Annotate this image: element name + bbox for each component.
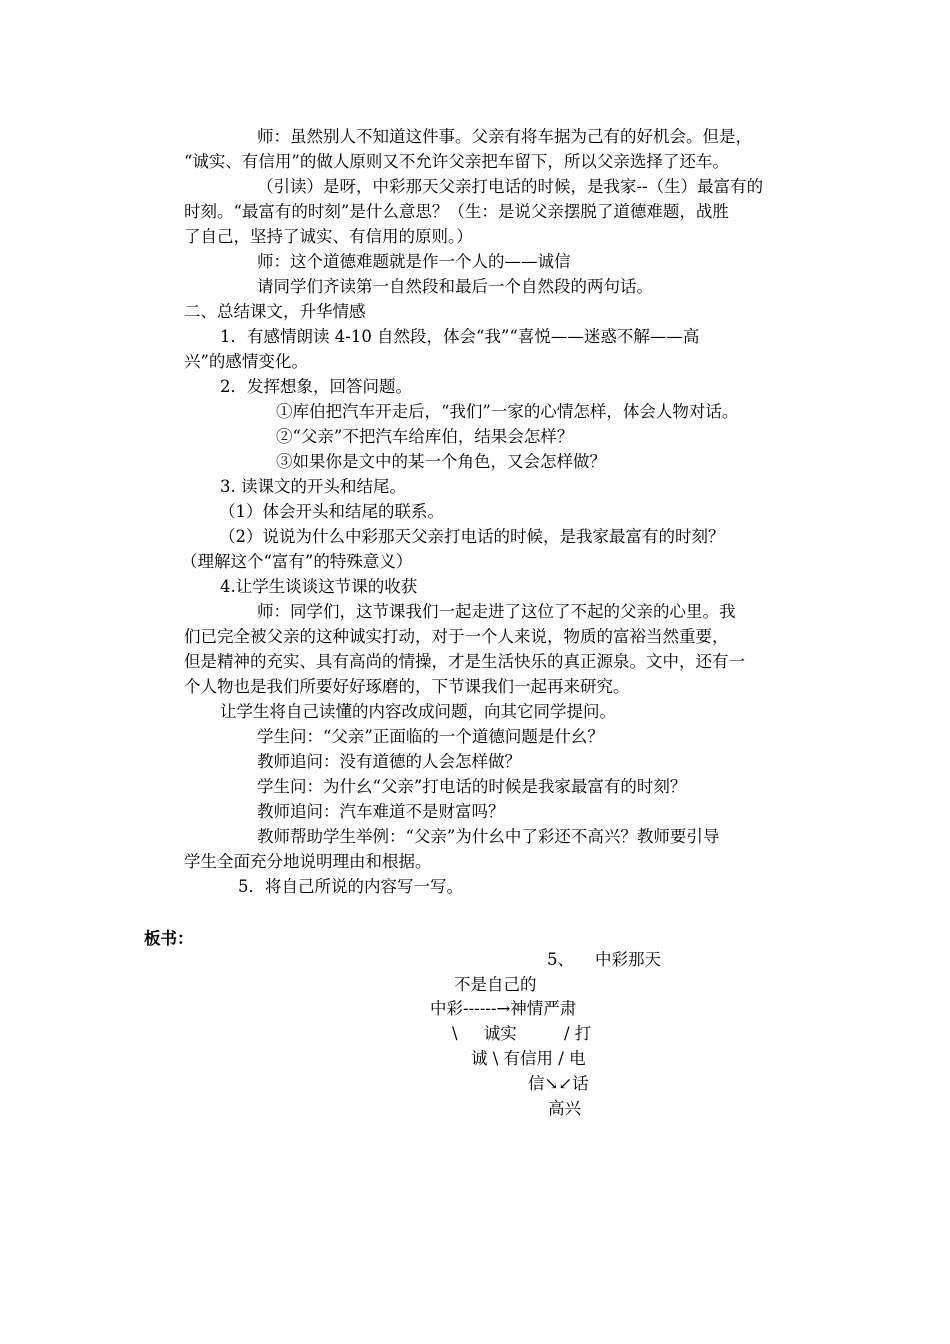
text-line: （2）说说为什么中彩那天父亲打电话的时候，是我家最富有的时刻？ [219,527,725,546]
text-line: （1）体会开头和结尾的联系。 [219,502,444,521]
text-line: 但是精神的充实、具有高尚的情操，才是生活快乐的真正源泉。文中，还有一 [184,652,745,671]
text-line: 学生问：为什幺“父亲”打电话的时候是我家最富有的时刻？ [257,777,687,796]
board-title: 5、 中彩那天 [547,950,661,969]
text-line: 2．发挥想象，回答问题。 [220,377,412,396]
section-heading: 二、总结课文，升华情感 [184,302,366,321]
text-line: 教师追问：汽车难道不是财富吗？ [257,802,505,821]
text-line: （引读）是呀，中彩那天父亲打电话的时候，是我家--（生）最富有的 [257,177,764,196]
board-line: 高兴 [548,1099,581,1118]
text-line: 让学生将自己读懂的内容改成问题，向其它同学提问。 [220,702,616,721]
text-line: ③如果你是文中的某一个角色，又会怎样做？ [276,452,606,471]
board-heading: 板书： [144,929,194,948]
board-line: 中彩------→神情严肃 [430,999,577,1018]
text-line: 兴”的感情变化。 [184,352,308,371]
board-line: 不是自己的 [454,975,537,994]
board-line: \ 诚实 / 打 [452,1024,592,1043]
text-line: 师：虽然别人不知道这件事。父亲有将车据为己有的好机会。但是， [257,127,752,146]
text-line: 了自己，坚持了诚实、有信用的原则。） [184,227,473,246]
text-line: “诚实、有信用”的做人原则又不允许父亲把车留下，所以父亲选择了还车。 [184,152,729,171]
board-line: 信↘↙话 [528,1074,589,1093]
text-line: （理解这个“富有”的特殊意义） [181,552,413,571]
text-line: 学生问：“父亲”正面临的一个道德问题是什幺？ [257,727,604,746]
text-line: 请同学们齐读第一自然段和最后一个自然段的两句话。 [257,277,653,296]
text-line: 5．将自己所说的内容写一写。 [238,877,463,896]
text-line: 师：这个道德难题就是作一个人的——诚信 [257,252,571,271]
text-line: 师：同学们，这节课我们一起走进了这位了不起的父亲的心里。我 [257,602,736,621]
text-line: 时刻。“最富有的时刻”是什么意思？（生：是说父亲摆脱了道德难题，战胜 [184,202,729,221]
board-line: 诚 \ 有信用 / 电 [471,1049,586,1068]
text-line: 3. 读课文的开头和结尾。 [220,477,406,496]
text-line: 4.让学生谈谈这节课的收获 [220,577,418,596]
text-line: 教师追问：没有道德的人会怎样做？ [257,752,521,771]
text-line: ①库伯把汽车开走后，“我们”一家的心情怎样，体会人物对话。 [276,402,739,421]
text-line: 们已完全被父亲的这种诚实打动，对于一个人来说，物质的富裕当然重要， [184,627,729,646]
text-line: ②“父亲”不把汽车给库伯，结果会怎样？ [276,427,574,446]
text-line: 学生全面充分地说明理由和根据。 [184,852,432,871]
text-line: 教师帮助学生举例：“父亲”为什幺中了彩还不高兴？教师要引导 [257,827,720,846]
text-line: 1．有感情朗读 4-10 自然段，体会“我”“喜悦——迷惑不解——高 [220,327,700,346]
text-line: 个人物也是我们所要好好琢磨的，下节课我们一起再来研究。 [184,677,630,696]
